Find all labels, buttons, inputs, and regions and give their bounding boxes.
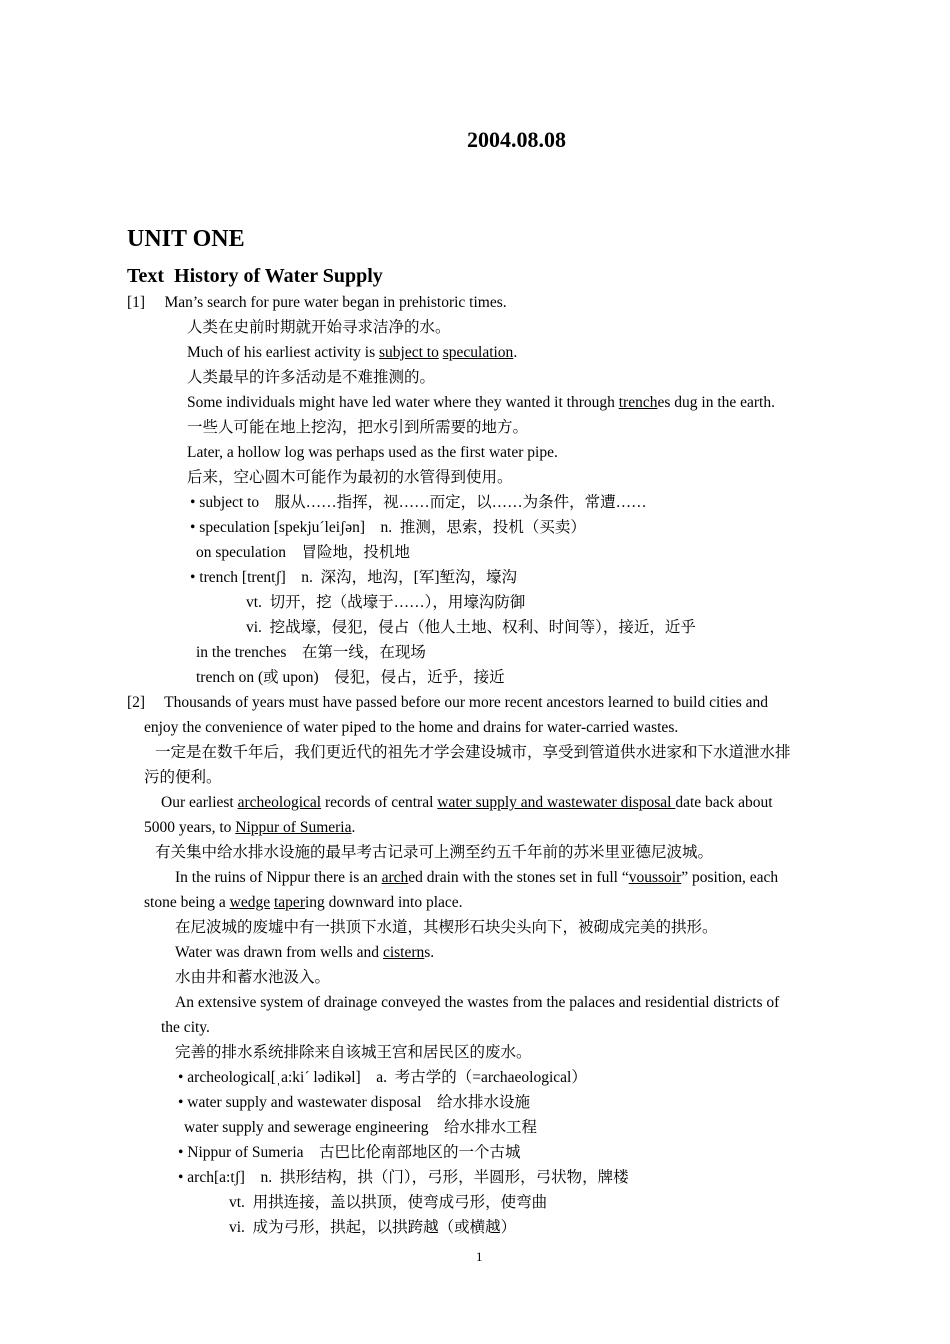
text-line <box>246 593 525 613</box>
underlined-term: subject to <box>379 344 439 361</box>
text-line <box>196 668 505 688</box>
text-line <box>161 793 773 813</box>
text-segment: in the trenches 在第一线，在现场 <box>196 644 426 661</box>
text-segment: ing downward into place. <box>304 894 463 911</box>
text-segment: vt. 用拱连接，盖以拱顶，使弯成弓形，使弯曲 <box>229 1194 548 1211</box>
text-line <box>144 768 222 788</box>
text-segment: Later, a hollow log was perhaps used as the first water pipe. <box>187 444 558 461</box>
underlined-term: speculation <box>442 344 514 361</box>
underlined-term: voussoir <box>628 869 682 886</box>
text-segment: the city. <box>161 1019 210 1036</box>
text-segment: vi. 挖战壕，侵犯，侵占（他人土地、权利、时间等），接近，近乎 <box>246 619 696 636</box>
text-line <box>175 868 778 888</box>
text-line <box>196 643 426 663</box>
text-segment: es dug in the earth. <box>657 394 775 411</box>
text-segment: ” position, each <box>681 869 779 886</box>
underlined-term: water supply and wastewater disposal <box>437 794 676 811</box>
document-date: 2004.08.08 <box>467 127 566 152</box>
text-segment: • water supply and wastewater disposal 给水排水设施 <box>178 1094 530 1111</box>
text-line <box>187 318 451 338</box>
text-line <box>175 918 718 938</box>
text-line <box>175 968 330 988</box>
text-segment: 一些人可能在地上挖沟，把水引到所需要的地方。 <box>187 419 529 436</box>
text-line <box>190 493 647 513</box>
text-line <box>127 693 768 713</box>
text-segment: 人类最早的许多活动是不难推测的。 <box>187 369 436 386</box>
page-number: 1 <box>476 1249 483 1264</box>
underlined-term: archeological <box>237 794 322 811</box>
text-segment: • subject to 服从……指挥，视……而定，以……为条件，常遭…… <box>190 494 647 511</box>
text-line <box>144 893 463 913</box>
text-line <box>175 1043 532 1063</box>
text-segment: enjoy the convenience of water piped to the home and drains for water-carried wastes. <box>144 719 679 736</box>
text-segment: An extensive system of drainage conveyed the wastes from the palaces and residential districts of <box>175 994 780 1011</box>
unit-title: UNIT ONE <box>127 226 245 252</box>
text-segment: s. <box>424 944 435 961</box>
text-segment: Water was drawn from wells and <box>175 944 383 961</box>
text-segment: ed drain with the stones set in full “ <box>408 869 629 886</box>
text-segment: In the ruins of Nippur there is an <box>175 869 382 886</box>
text-line <box>178 1093 530 1113</box>
text-segment: stone being a <box>144 894 230 911</box>
text-segment: • arch[a:tʃ] n. 拱形结构，拱（门），弓形，半圆形，弓状物，牌楼 <box>178 1169 629 1186</box>
text-segment: vt. 切开，挖（战壕于……），用壕沟防御 <box>246 594 526 611</box>
text-segment: • trench [trentʃ] n. 深沟，地沟，[军]堑沟，壕沟 <box>190 569 517 586</box>
text-line <box>196 543 410 563</box>
text-segment: 污的便利。 <box>144 769 222 786</box>
text-line <box>155 843 713 863</box>
text-segment: water supply and sewerage engineering 给水排水工程 <box>184 1119 537 1136</box>
text-line <box>175 993 779 1013</box>
text-line <box>161 1018 210 1038</box>
text-line <box>187 418 528 438</box>
text-segment: 水由井和蓄水池汲入。 <box>175 969 331 986</box>
text-line <box>144 718 678 738</box>
text-line <box>178 1168 629 1188</box>
text-segment: 有关集中给水排水设施的最早考古记录可上溯至约五千年前的苏米里亚德尼波城。 <box>155 844 714 861</box>
text-segment: Some individuals might have led water where they wanted it through <box>187 394 619 411</box>
text-line <box>187 368 435 388</box>
underlined-term: cistern <box>382 944 425 961</box>
text-segment: date back about <box>675 794 773 811</box>
text-segment: 人类在史前时期就开始寻求洁净的水。 <box>187 319 451 336</box>
text-line <box>187 393 775 413</box>
text-line <box>187 443 558 463</box>
text-segment: • Nippur of Sumeria 古巴比伦南部地区的一个古城 <box>178 1144 521 1161</box>
text-line <box>190 518 586 538</box>
text-line <box>127 293 507 313</box>
text-segment: 在尼波城的废墟中有一拱顶下水道，其楔形石块尖头向下，被砌成完美的拱形。 <box>175 919 718 936</box>
text-line <box>184 1118 537 1138</box>
text-line <box>187 343 517 363</box>
text-line <box>187 468 513 488</box>
underlined-term: wedge <box>229 894 271 911</box>
text-segment: 5000 years, to <box>144 819 236 836</box>
text-segment: . <box>351 819 356 836</box>
text-line <box>178 1068 587 1088</box>
text-segment: records of central <box>321 794 438 811</box>
text-line <box>175 943 434 963</box>
text-line <box>178 1143 521 1163</box>
text-line <box>144 818 355 838</box>
text-segment: • archeological[ˌa:kiˊ lədikəl] a. 考古学的（=archaeological） <box>178 1069 587 1086</box>
text-line <box>246 618 696 638</box>
text-segment: 后来，空心圆木可能作为最初的水管得到使用。 <box>187 469 513 486</box>
text-segment: vi. 成为弓形，拱起，以拱跨越（或横越） <box>229 1219 517 1236</box>
text-title: Text History of Water Supply <box>127 265 383 287</box>
text-line <box>190 568 517 588</box>
text-line <box>229 1218 516 1238</box>
text-segment: • speculation [spekjuˊleiʃən] n. 推测，思索，投机（买卖） <box>190 519 586 536</box>
text-segment: Much of his earliest activity is <box>187 344 379 361</box>
text-segment: . <box>513 344 518 361</box>
text-line <box>155 743 791 763</box>
text-segment: [1] Man’s search for pure water began in prehistoric times. <box>127 294 507 311</box>
underlined-term: Nippur of Sumeria <box>235 819 352 836</box>
text-segment: 一定是在数千年后，我们更近代的祖先才学会建设城市，享受到管道供水进家和下水道泄水排 <box>155 744 791 761</box>
underlined-term: arch <box>381 869 409 886</box>
text-segment: on speculation 冒险地，投机地 <box>196 544 410 561</box>
text-segment: [2] Thousands of years must have passed before our more recent ancestors learned to build cities and <box>127 694 769 711</box>
underlined-term: taper <box>274 894 305 911</box>
text-line <box>229 1193 547 1213</box>
underlined-term: trench <box>618 394 658 411</box>
text-segment: 完善的排水系统排除来自该城王宫和居民区的废水。 <box>175 1044 532 1061</box>
text-segment: trench on (或 upon) 侵犯，侵占，近乎，接近 <box>196 669 505 686</box>
text-segment: Our earliest <box>161 794 238 811</box>
